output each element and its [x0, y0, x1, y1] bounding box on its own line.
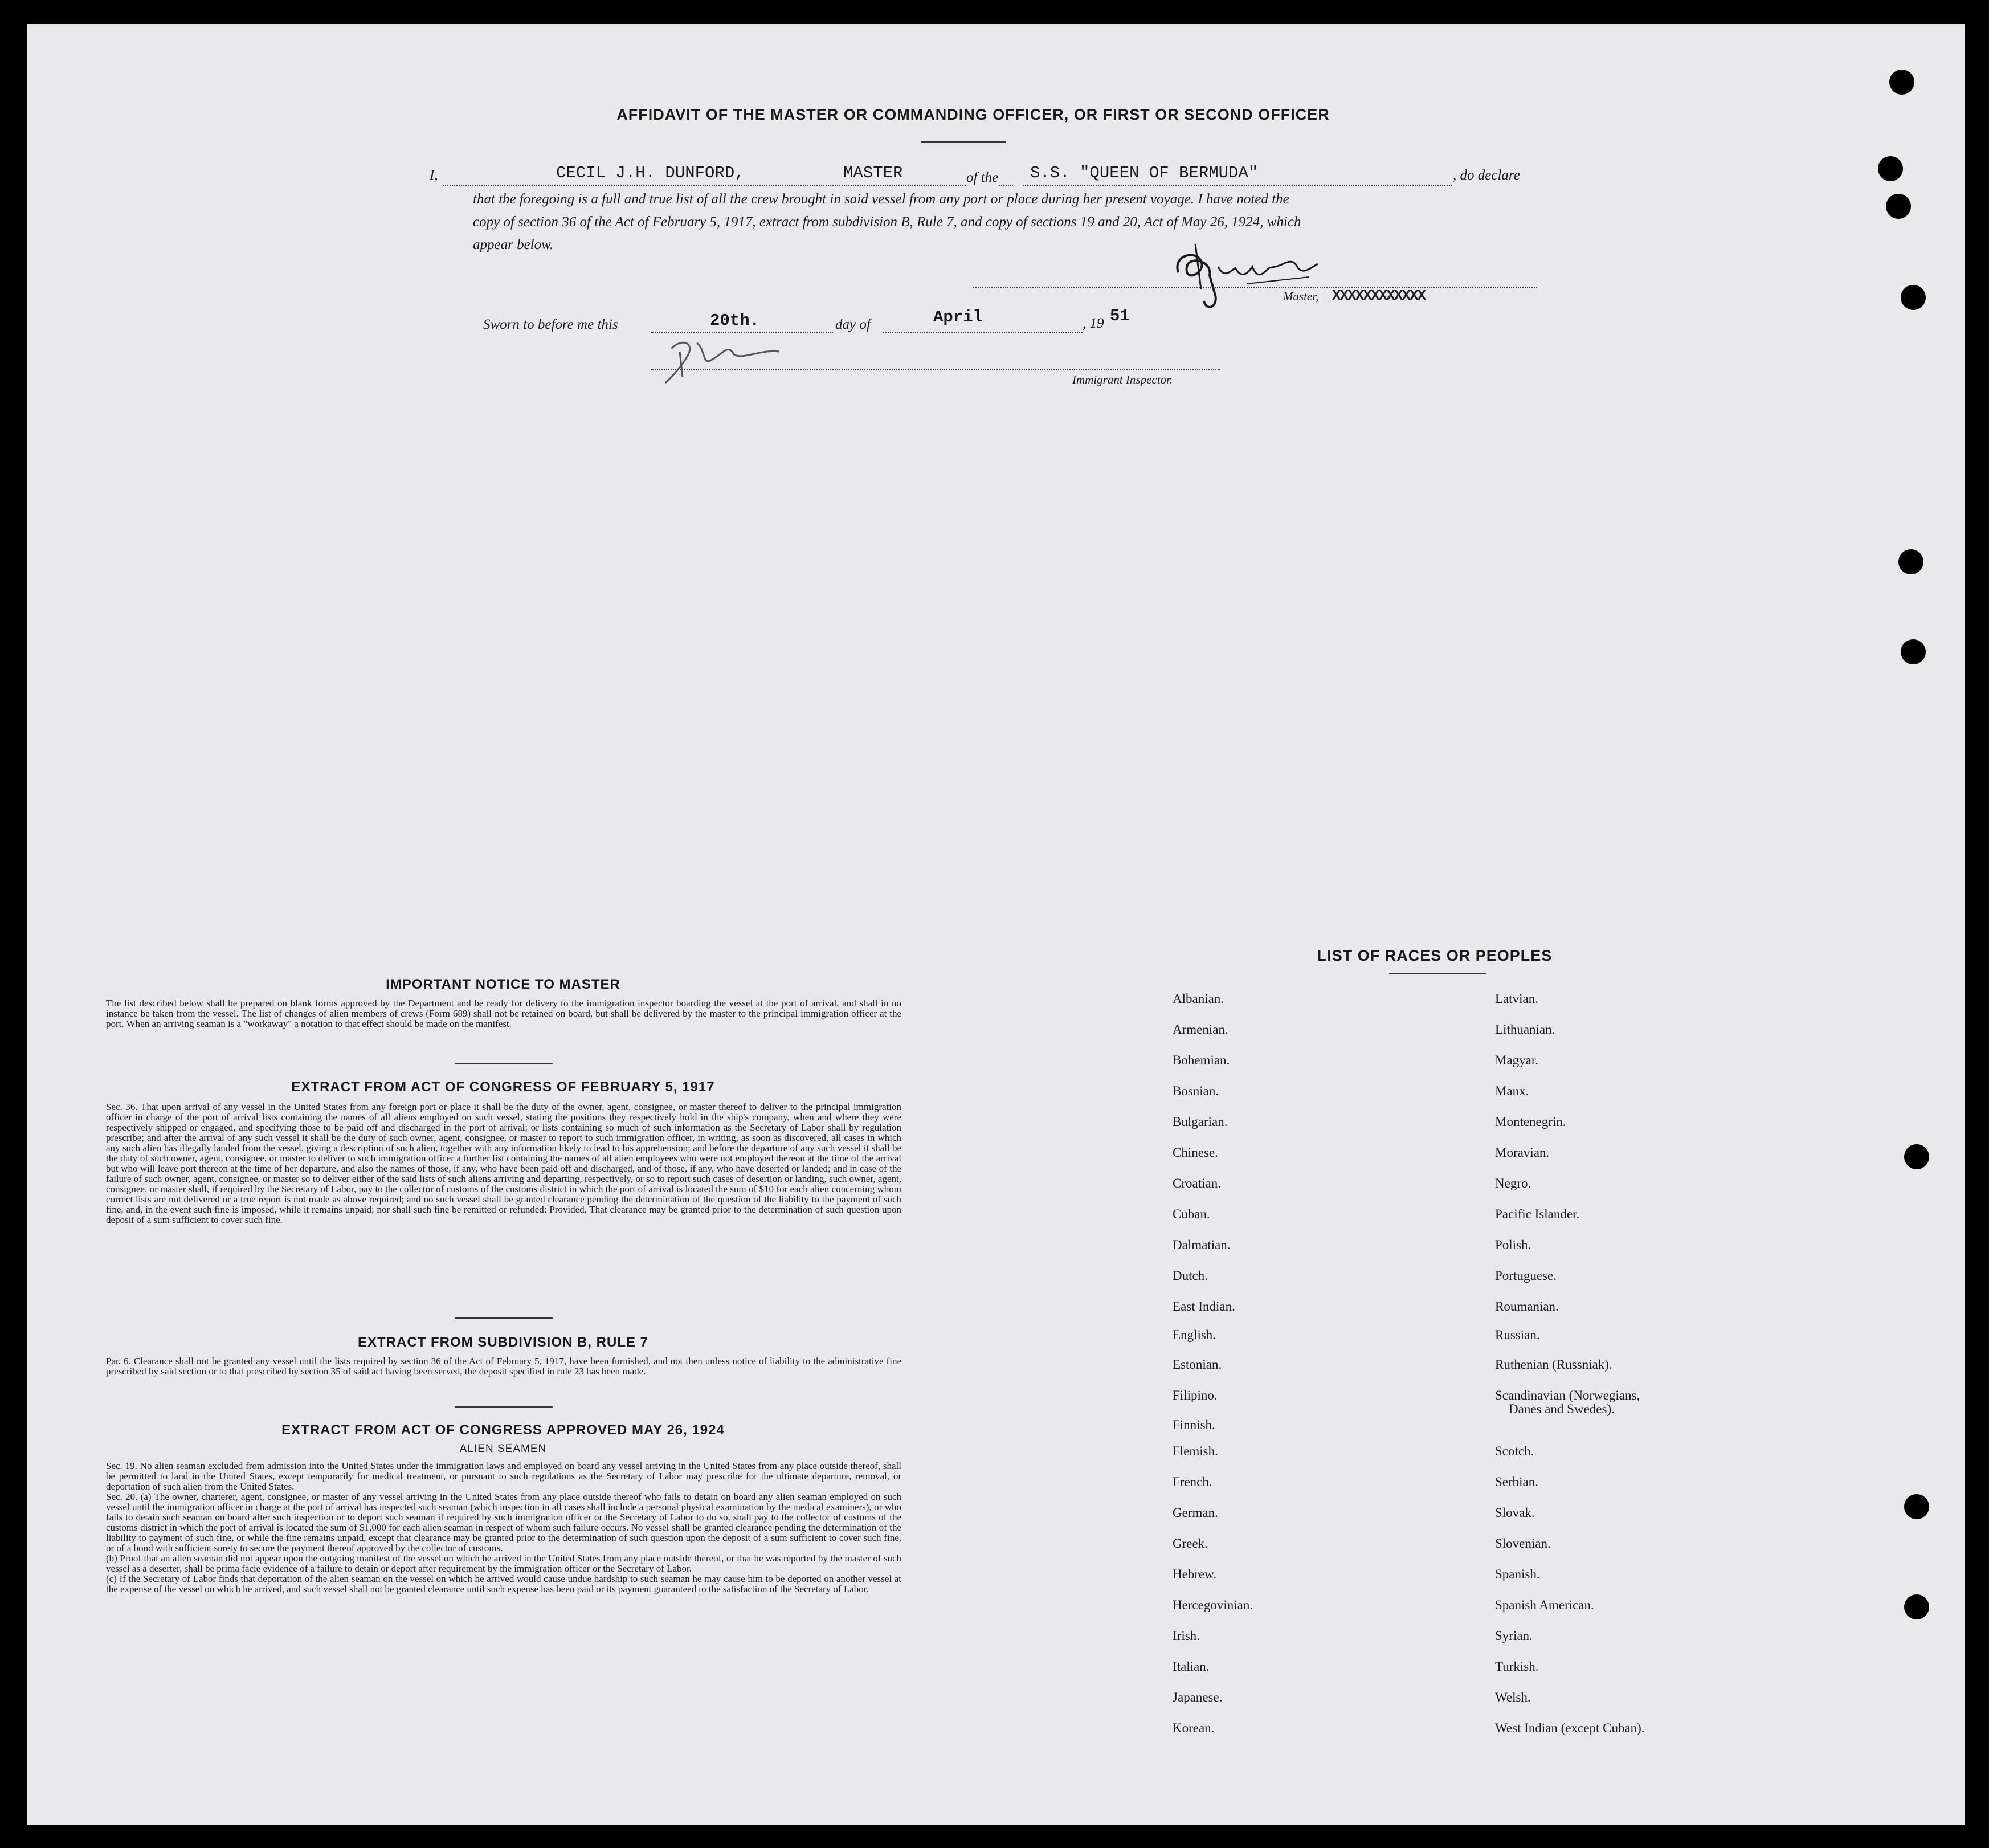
race-item: Scandinavian (Norwegians,	[1495, 1388, 1640, 1402]
affidavit-body-line-3: appear below.	[473, 237, 554, 252]
sworn-day: 20th.	[710, 311, 760, 330]
inspector-label: Immigrant Inspector.	[1072, 373, 1173, 386]
race-item: English.	[1173, 1328, 1216, 1342]
punch-hole	[1901, 639, 1926, 664]
i-label: I,	[430, 168, 438, 183]
year-prefix-label: , 19	[1083, 316, 1104, 331]
race-item: Polish.	[1495, 1238, 1531, 1252]
race-item: Croatian.	[1173, 1176, 1221, 1190]
race-item: Scotch.	[1495, 1444, 1534, 1458]
master-signature	[1161, 232, 1343, 318]
extract-1917-text: Sec. 36. That upon arrival of any vessel in the United States from any foreign port or place it shall be the duty of the owner, agent, consignee, or master thereof to deliver to the principal immigration officer in charge of the port of arrival lists containing the names of all aliens employed on such vessel, stating the positions they respectively hold in the ship's company, when and where they were respectively shipped or engaged, and specifying those to be paid off and discharged in the port of arrival; or lists containing so much of such information as the Secretary of Labor shall by regulation prescribe; and after the arrival of any such vessel it shall be the duty of such owner, agent, consignee, or master to report to such immigration officer, in writing, as soon as discovered, all cases in which any such alien has illegally landed from the vessel, giving a description of such alien, together with any information likely to lead to his apprehension; and before the departure of any such vessel it shall be the duty of such owner, agent, consignee, or master to deliver to such immigration officer a further list containing the names of all alien employees who were not employed thereon at the time of the arrival but who will leave port thereon at the time of her departure, and also the names of those, if any, who have been paid off and discharged, and of those, if any, who have deserted or landed; and in case of the failure of such owner, agent, consignee, or master so to deliver either of the said lists of such aliens arriving and departing, respectively, or so to report such cases of desertion or landing, such owner, agent, consignee, or master shall, if required by the Secretary of Labor, pay to the collector of customs of the customs district in which the port of arrival is located the sum of $10 for each alien concerning whom correct lists are not delivered or a true report is not made as above required; and no such vessel shall be granted clearance pending the determination of the question of the liability to the payment of such fine, and, in the event such fine is imposed, while it remains unpaid; nor shall such fine be remitted or refunded: Provided, That clearance may be granted prior to the determination of such question upon deposit of a sum sufficient to cover such fine.	[106, 1102, 901, 1225]
race-item: Italian.	[1173, 1659, 1210, 1674]
do-declare-label: , do declare	[1453, 168, 1520, 183]
race-item: Slovenian.	[1495, 1536, 1551, 1551]
race-item: Dalmatian.	[1173, 1238, 1231, 1252]
race-item: Finnish.	[1173, 1418, 1215, 1432]
affidavit-body-line-1: that the foregoing is a full and true list of all the crew brought in said vessel from any port or place during her present voyage. I have noted the	[473, 191, 1289, 207]
race-item: Flemish.	[1173, 1444, 1218, 1458]
race-item: Filipino.	[1173, 1388, 1218, 1402]
race-item: German.	[1173, 1506, 1218, 1520]
race-item: Turkish.	[1495, 1659, 1539, 1674]
race-item: Albanian.	[1173, 992, 1224, 1006]
document-page	[27, 24, 1965, 1825]
day-of-label: day of	[835, 317, 871, 332]
races-title: LIST OF RACES OR PEOPLES	[1317, 947, 1553, 964]
month-line	[883, 332, 1083, 333]
race-item: Estonian.	[1173, 1357, 1222, 1372]
race-item: Montenegrin.	[1495, 1115, 1566, 1129]
race-item: Hebrew.	[1173, 1567, 1217, 1581]
notice-text: The list described below shall be prepared on blank forms approved by the Department and be ready for delivery to the immigration inspector boarding the vessel at the port of arrival, and shall in no instance be taken from the vessel. The list of changes of alien members of crews (Form 689) shall not be retained on board, but shall be delivered by the master to the principal immigration officer at the port. When an arriving seaman is a "workaway" a notation to that effect should be made on the manifest.	[106, 998, 901, 1029]
section-divider	[455, 1406, 553, 1408]
inspector-signature-line	[651, 369, 1220, 370]
race-item: Magyar.	[1495, 1053, 1539, 1067]
extract-1924-title: EXTRACT FROM ACT OF CONGRESS APPROVED MAY 26, 1924	[281, 1422, 725, 1438]
sworn-month: April	[933, 308, 983, 327]
races-divider	[1389, 973, 1486, 974]
race-item: East Indian.	[1173, 1299, 1235, 1313]
affidavit-body-line-2: copy of section 36 of the Act of February 5, 1917, extract from subdivision B, Rule 7, and copy of sections 19 and 20, Act of May 26, 1924, which	[473, 214, 1301, 230]
section-divider	[455, 1317, 553, 1319]
sworn-label: Sworn to before me this	[483, 317, 618, 332]
punch-hole	[1889, 70, 1914, 95]
vessel-line	[1023, 185, 1452, 186]
vessel-name: S.S. "QUEEN OF BERMUDA"	[1030, 164, 1259, 182]
race-item: Serbian.	[1495, 1475, 1539, 1489]
of-the-label: of the	[966, 170, 999, 185]
sec-19-text: Sec. 19. No alien seaman excluded from admission into the United States under the immigration laws and employed on board any vessel arriving in the United States from any place outside thereof, shall be permitted to land in the United States, except temporarily for medical treatment, or pursuant to such regulations as the Secretary of Labor may prescribe for the ultimate departure, removal, or deportation of such alien from the United States.	[106, 1461, 901, 1492]
race-item: Ruthenian (Russniak).	[1495, 1357, 1612, 1372]
master-rank: MASTER	[843, 164, 903, 182]
name-line	[443, 185, 1013, 186]
punch-hole	[1904, 1594, 1929, 1619]
race-item: Greek.	[1173, 1536, 1208, 1551]
sec-20c-text: (c) If the Secretary of Labor finds that deportation of the alien seaman on the vessel on which he arrived would cause undue hardship to such seaman he may cause him to be deported on another vessel at the expense of the vessel on which he arrived, and such vessel shall not be granted clearance until such expense has been paid or its payment guaranteed to the satisfaction of the Secretary of Labor.	[106, 1573, 901, 1594]
notice-title: IMPORTANT NOTICE TO MASTER	[386, 977, 620, 992]
sec-20b-text: (b) Proof that an alien seaman did not appear upon the outgoing manifest of the vessel on which he arrived in the United States from any place outside thereof, or that he was reported by the master of such vessel as a deserter, shall be prima facie evidence of a failure to detain or deport after requirement by the immigration officer or the Secretary of Labor.	[106, 1553, 901, 1574]
race-item: Armenian.	[1173, 1022, 1228, 1037]
rule7-title: EXTRACT FROM SUBDIVISION B, RULE 7	[357, 1335, 649, 1350]
master-name: CECIL J.H. DUNFORD,	[556, 164, 745, 182]
affidavit-title: AFFIDAVIT OF THE MASTER OR COMMANDING OFFICER, OR FIRST OR SECOND OFFICER	[616, 106, 1330, 123]
sec-20a-text: Sec. 20. (a) The owner, charterer, agent, consignee, or master of any vessel arriving in the United States from any place outside thereof who fails to detain on board any alien seaman employed on such vessel until the immigration officer in charge at the port of arrival has inspected such seaman (which inspection in all cases shall include a personal physical examination by the medical examiners), or who fails to detain such seaman on board after such inspection or to deport such seaman if required by such immigration officer or the Secretary of Labor to do so, shall pay to the collector of customs of the customs district in which the port of arrival is located the sum of $1,000 for each alien seaman in respect of whom such failure occurs. No vessel shall be granted clearance pending the determination of the liability to payment of such fine, or while the fine remains unpaid, except that clearance may be granted prior to the determination of such question upon the deposit of a sum sufficient to cover such fine, or of a bond with sufficient surety to secure the payment thereof approved by the collector of customs.	[106, 1491, 901, 1553]
master-label: Master,	[1283, 289, 1319, 303]
race-item: Bulgarian.	[1173, 1115, 1228, 1129]
race-item: Chinese.	[1173, 1145, 1218, 1160]
extract-1917-title: EXTRACT FROM ACT OF CONGRESS OF FEBRUARY 5, 1917	[291, 1079, 715, 1095]
race-item: Syrian.	[1495, 1629, 1533, 1643]
punch-hole	[1878, 156, 1903, 181]
punch-hole	[1886, 194, 1911, 219]
punch-hole	[1904, 1144, 1929, 1169]
section-divider	[455, 1063, 553, 1064]
race-item: Japanese.	[1173, 1690, 1223, 1704]
race-item: Danes and Swedes).	[1509, 1402, 1615, 1416]
punch-hole	[1904, 1494, 1929, 1519]
race-item: Spanish.	[1495, 1567, 1540, 1581]
race-item: Irish.	[1173, 1629, 1200, 1643]
title-divider	[921, 141, 1006, 143]
race-item: Welsh.	[1495, 1690, 1531, 1704]
race-item: Lithuanian.	[1495, 1022, 1555, 1037]
race-item: Roumanian.	[1495, 1299, 1559, 1313]
race-item: Dutch.	[1173, 1268, 1208, 1283]
extract-1924-text	[106, 1461, 901, 1594]
race-item: Bohemian.	[1173, 1053, 1230, 1067]
race-item: West Indian (except Cuban).	[1495, 1721, 1645, 1735]
race-item: Spanish American.	[1495, 1598, 1594, 1612]
race-item: Latvian.	[1495, 992, 1538, 1006]
punch-hole	[1901, 285, 1926, 310]
race-item: Bosnian.	[1173, 1084, 1219, 1098]
race-item: Pacific Islander.	[1495, 1207, 1580, 1221]
extract-1924-subtitle: ALIEN SEAMEN	[459, 1443, 547, 1455]
race-item: Portuguese.	[1495, 1268, 1557, 1283]
punch-hole	[1898, 549, 1923, 574]
inspector-signature	[648, 326, 819, 389]
race-item: Slovak.	[1495, 1506, 1535, 1520]
struck-out-text: XXXXXXXXXXXX	[1332, 287, 1426, 304]
race-item: Russian.	[1495, 1328, 1540, 1342]
race-item: Moravian.	[1495, 1145, 1550, 1160]
sworn-year: 51	[1110, 307, 1130, 325]
race-item: French.	[1173, 1475, 1212, 1489]
race-item: Hercegovinian.	[1173, 1598, 1253, 1612]
race-item: Cuban.	[1173, 1207, 1210, 1221]
race-item: Negro.	[1495, 1176, 1531, 1190]
race-item: Manx.	[1495, 1084, 1529, 1098]
race-item: Korean.	[1173, 1721, 1215, 1735]
rule7-text: Par. 6. Clearance shall not be granted any vessel until the lists required by section 36 of the Act of February 5, 1917, have been furnished, and not then unless notice of liability to the administrative fine prescribed by said section or to that prescribed by section 35 of said act having been served, the deposit specified in rule 23 has been made.	[106, 1356, 901, 1377]
